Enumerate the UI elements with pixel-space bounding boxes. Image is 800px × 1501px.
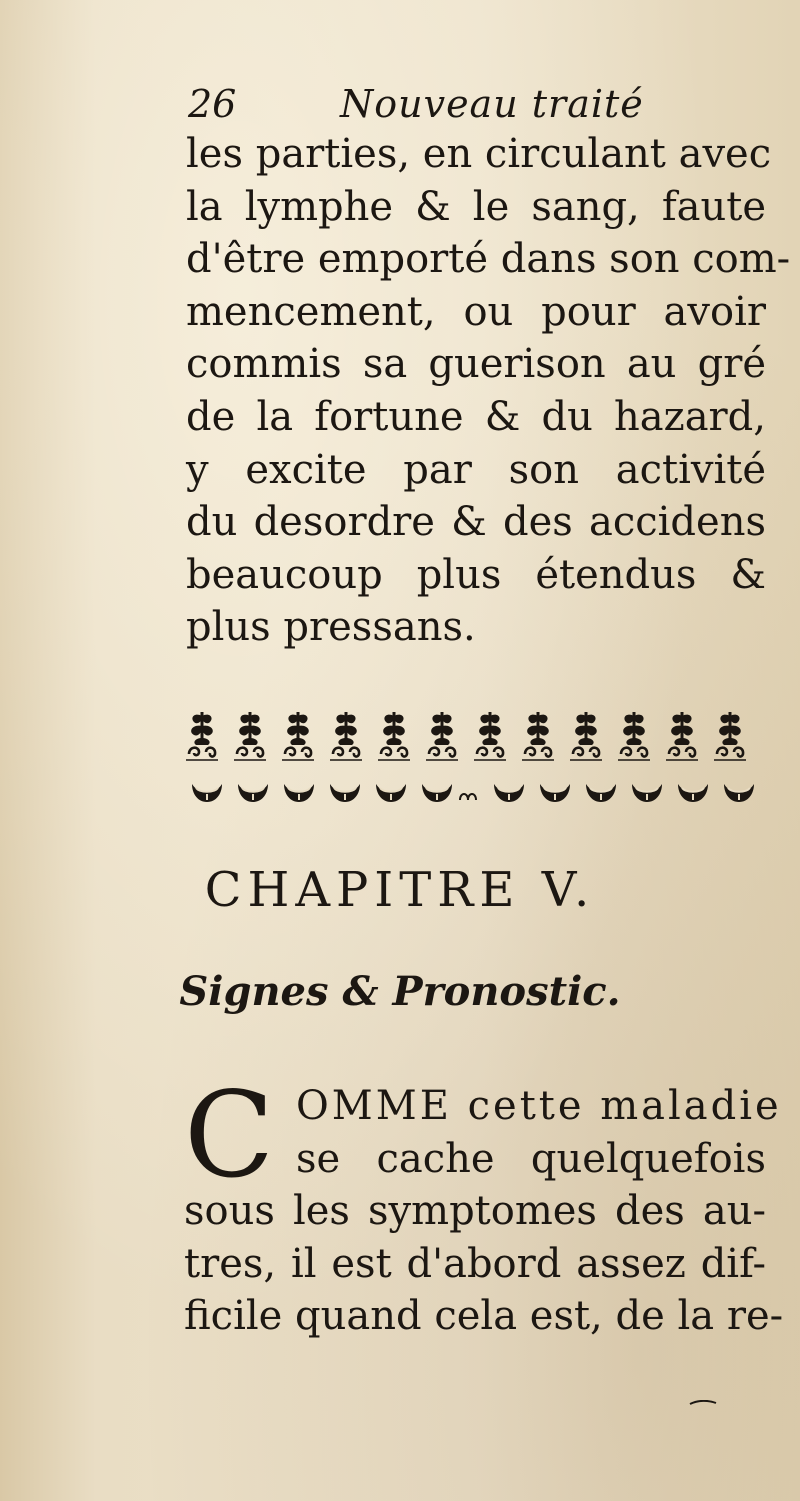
page-header	[188, 82, 668, 132]
text-line: mencement, ou pour avoir	[186, 288, 766, 335]
drop-cap: C	[184, 1066, 275, 1204]
text-line: la lymphe & le sang, faute	[186, 183, 766, 230]
section-subtitle: Signes & Pronostic.	[179, 968, 621, 1015]
page-number: 26	[188, 82, 237, 126]
text-line: commis sa guerison au gré	[186, 341, 766, 388]
text-line: les parties, en circulant avec	[186, 131, 772, 177]
text-line: plus pressans.	[186, 604, 476, 651]
section-paragraph	[184, 1066, 784, 1343]
text-line: sous les symptomes des au-	[184, 1188, 766, 1235]
chapter-title: CHAPITRE V.	[204, 862, 596, 918]
text-line: y excite par son activité	[186, 446, 766, 493]
fleuron-band-ornament-icon	[186, 708, 764, 820]
text-line: OMME cette maladie	[296, 1083, 782, 1129]
catchword-mark-icon	[688, 1400, 718, 1406]
text-line: du desordre & des accidens	[186, 499, 766, 546]
text-line: de la fortune & du hazard,	[186, 393, 766, 440]
text-line: d'être emporté dans son com-	[186, 236, 791, 283]
text-line: ficile quand cela est, de la re-	[184, 1293, 784, 1340]
running-title: Nouveau traité	[340, 82, 644, 126]
body-paragraph	[186, 128, 791, 654]
text-line: tres, il est d'abord assez dif-	[184, 1240, 766, 1287]
text-line: beaucoup plus étendus &	[186, 551, 766, 598]
text-line: se cache quelquefois	[296, 1135, 766, 1182]
